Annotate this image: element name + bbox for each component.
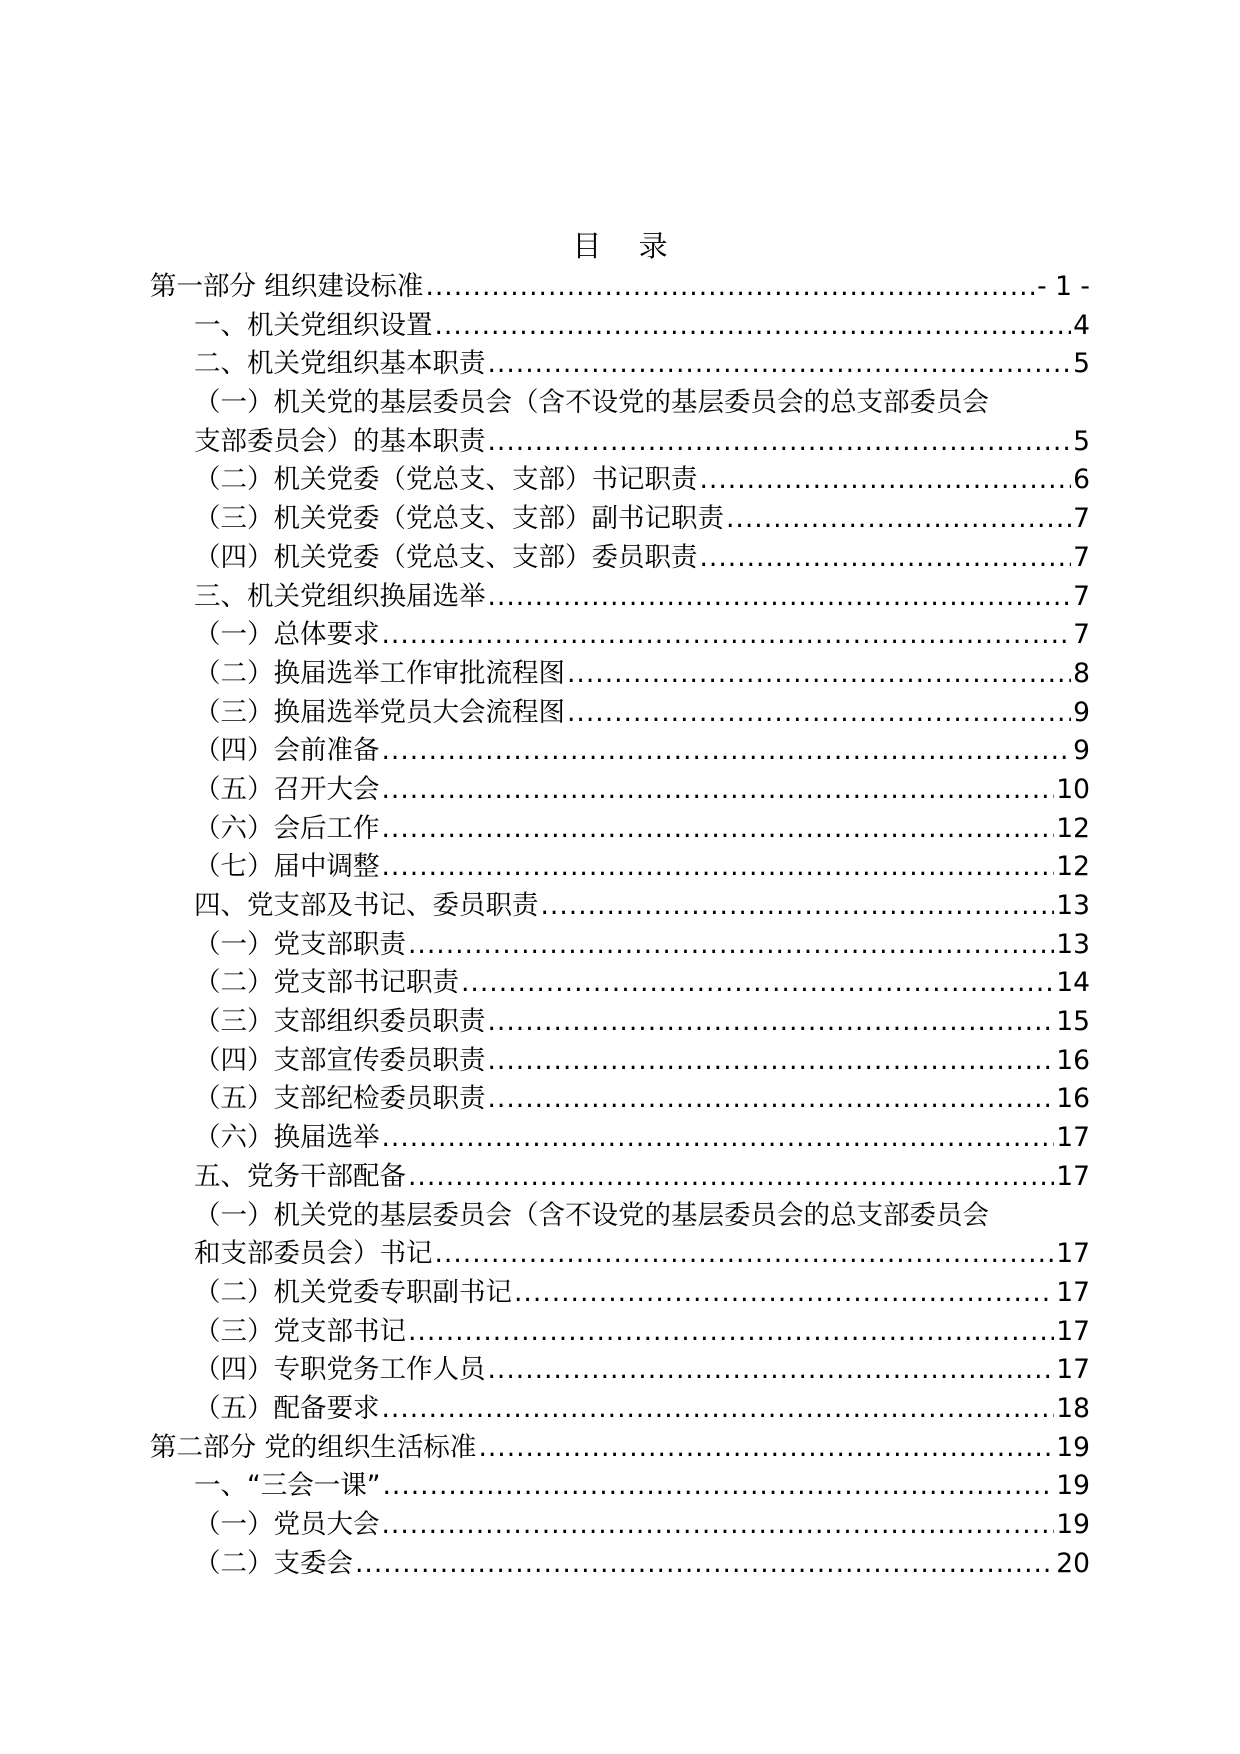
toc-entry-page-number: 8 bbox=[1073, 657, 1090, 689]
toc-entry[interactable] bbox=[150, 964, 1090, 1003]
toc-entry[interactable] bbox=[150, 848, 1090, 887]
toc-entry-label: （二）机关党委（党总支、支部）书记职责 bbox=[194, 464, 698, 496]
toc-leader-dots bbox=[382, 1119, 1055, 1158]
toc-leader-dots bbox=[700, 461, 1072, 500]
toc-entry-page-number: 12 bbox=[1056, 812, 1090, 844]
toc-leader-dots bbox=[382, 771, 1055, 810]
toc-entry-page-number: 18 bbox=[1056, 1392, 1090, 1424]
toc-entry-page-number: 12 bbox=[1056, 851, 1090, 883]
toc-entry-label: （六）会后工作 bbox=[194, 812, 380, 844]
toc-entry-label: 四、党支部及书记、委员职责 bbox=[194, 890, 539, 921]
toc-entry-page-number: 13 bbox=[1056, 890, 1090, 921]
toc-entry-label: （一）总体要求 bbox=[194, 619, 380, 651]
toc-entry[interactable] bbox=[150, 1467, 1090, 1506]
toc-entry-page-number: 7 bbox=[1073, 580, 1090, 612]
toc-entry-page-number: 15 bbox=[1056, 1006, 1090, 1038]
toc-leader-dots bbox=[488, 1003, 1055, 1042]
toc-entry-page-number: 16 bbox=[1056, 1083, 1090, 1115]
toc-leader-dots bbox=[408, 1158, 1054, 1197]
toc-leader-dots bbox=[382, 1506, 1055, 1545]
toc-entry-label: （七）届中调整 bbox=[194, 851, 380, 883]
toc-entry-page-number: 7 bbox=[1073, 503, 1090, 535]
toc-entry-label: （三）机关党委（党总支、支部）副书记职责 bbox=[194, 503, 724, 535]
toc-leader-dots bbox=[488, 345, 1072, 384]
toc-entry-page-number: 7 bbox=[1073, 541, 1090, 573]
toc-entry-label: 支部委员会）的基本职责 bbox=[194, 425, 486, 457]
toc-entry-page-number: 17 bbox=[1056, 1238, 1090, 1270]
toc-leader-dots bbox=[567, 655, 1071, 694]
toc-leader-dots bbox=[514, 1274, 1054, 1313]
toc-entry[interactable] bbox=[150, 887, 1090, 926]
toc-entry[interactable] bbox=[150, 1197, 1090, 1274]
toc-entry-page-number: 17 bbox=[1056, 1122, 1090, 1154]
toc-entry-label: （五）支部纪检委员职责 bbox=[194, 1083, 486, 1115]
toc-entry-label: 一、“三会一课” bbox=[194, 1470, 381, 1502]
toc-entry-label: （三）换届选举党员大会流程图 bbox=[194, 696, 565, 728]
toc-entry-page-number: 17 bbox=[1056, 1276, 1090, 1308]
toc-entry-page-number: 14 bbox=[1056, 967, 1090, 999]
toc-entry[interactable] bbox=[150, 1351, 1090, 1390]
toc-entry[interactable] bbox=[150, 1119, 1090, 1158]
toc-entry-label: （二）支委会 bbox=[194, 1547, 353, 1579]
toc-entry[interactable] bbox=[150, 268, 1090, 307]
toc-entry-label: 五、党务干部配备 bbox=[194, 1160, 406, 1192]
toc-leader-dots bbox=[382, 732, 1072, 771]
toc-entry[interactable] bbox=[150, 1158, 1090, 1197]
toc-entry-label: 和支部委员会）书记 bbox=[194, 1238, 433, 1270]
toc-leader-dots bbox=[355, 1545, 1054, 1584]
toc-entry-page-number: 17 bbox=[1056, 1354, 1090, 1386]
toc-entry[interactable] bbox=[150, 1003, 1090, 1042]
toc-entry-label: （五）召开大会 bbox=[194, 773, 380, 805]
toc-leader-dots bbox=[567, 694, 1071, 733]
toc-entry-page-number: 10 bbox=[1056, 773, 1090, 805]
toc-entry[interactable] bbox=[150, 1429, 1090, 1468]
toc-entry-page-number: 4 bbox=[1073, 309, 1090, 341]
toc-entry[interactable] bbox=[150, 539, 1090, 578]
toc-leader-dots bbox=[408, 926, 1054, 965]
toc-entry-label: 三、机关党组织换届选举 bbox=[194, 580, 486, 612]
toc-entry-label: （五）配备要求 bbox=[194, 1392, 380, 1424]
toc-entry-label: 二、机关党组织基本职责 bbox=[194, 348, 486, 380]
toc-entry[interactable] bbox=[150, 1313, 1090, 1352]
toc-leader-dots bbox=[382, 848, 1055, 887]
toc-leader-dots bbox=[435, 307, 1072, 346]
toc-entry-page-number: 17 bbox=[1056, 1315, 1090, 1347]
toc-entry[interactable] bbox=[150, 307, 1090, 346]
toc-entry[interactable] bbox=[150, 500, 1090, 539]
toc-entry-page-number: 7 bbox=[1073, 619, 1090, 651]
toc-entry-page-number: 16 bbox=[1056, 1044, 1090, 1076]
toc-leader-dots bbox=[382, 810, 1055, 849]
toc-entry-label: 一、机关党组织设置 bbox=[194, 309, 433, 341]
toc-entry[interactable] bbox=[150, 1080, 1090, 1119]
toc-leader-dots bbox=[700, 539, 1072, 578]
toc-leader-dots bbox=[726, 500, 1071, 539]
toc-entry[interactable] bbox=[150, 1545, 1090, 1584]
toc-leader-dots bbox=[382, 1390, 1055, 1429]
toc-entry-label: （一）党员大会 bbox=[194, 1509, 380, 1540]
toc-entry[interactable] bbox=[150, 694, 1090, 733]
toc-leader-dots bbox=[382, 1467, 1054, 1506]
toc-entry-label-line1: （一）机关党的基层委员会（含不设党的基层委员会的总支部委员会 bbox=[194, 1199, 989, 1231]
toc-entry-page-number: 19 bbox=[1056, 1509, 1090, 1540]
toc-leader-dots bbox=[382, 616, 1072, 655]
toc-entry-label: （二）换届选举工作审批流程图 bbox=[194, 657, 565, 689]
toc-leader-dots bbox=[488, 1042, 1055, 1081]
toc-entry[interactable] bbox=[150, 1390, 1090, 1429]
toc-leader-dots bbox=[488, 1351, 1055, 1390]
toc-entry[interactable] bbox=[150, 810, 1090, 849]
toc-entry-label: （四）支部宣传委员职责 bbox=[194, 1044, 486, 1076]
toc-entry[interactable] bbox=[150, 1506, 1090, 1545]
toc-leader-dots bbox=[541, 887, 1055, 926]
toc-entry-label: （二）机关党委专职副书记 bbox=[194, 1276, 512, 1308]
toc-leader-dots bbox=[408, 1313, 1054, 1352]
toc-entry[interactable] bbox=[150, 1274, 1090, 1313]
toc-entry-label: （三）支部组织委员职责 bbox=[194, 1006, 486, 1038]
toc-entry-page-number: 13 bbox=[1056, 928, 1090, 960]
toc-entry[interactable] bbox=[150, 926, 1090, 965]
toc-leader-dots bbox=[488, 1080, 1055, 1119]
toc-entry-label: 第二部分 党的组织生活标准 bbox=[150, 1431, 477, 1463]
toc-entry-page-number: 19 bbox=[1056, 1431, 1090, 1463]
toc-entry[interactable] bbox=[150, 461, 1090, 500]
toc-entry-label: （一）党支部职责 bbox=[194, 928, 406, 960]
toc-entry-label: （四）机关党委（党总支、支部）委员职责 bbox=[194, 541, 698, 573]
toc-entry[interactable] bbox=[150, 771, 1090, 810]
page-title: 目 录 bbox=[572, 229, 682, 263]
toc-leader-dots bbox=[425, 268, 1035, 307]
toc-entry-page-number: 5 bbox=[1073, 348, 1090, 380]
toc-entry[interactable] bbox=[150, 578, 1090, 617]
toc-entry-page-number: 20 bbox=[1056, 1547, 1090, 1579]
toc-leader-dots bbox=[461, 964, 1054, 1003]
toc-entry[interactable] bbox=[150, 616, 1090, 655]
toc-entry[interactable] bbox=[150, 345, 1090, 384]
toc-entry-label: 第一部分 组织建设标准 bbox=[150, 271, 424, 302]
toc-leader-dots bbox=[435, 1235, 1055, 1274]
toc-entry-page-number: 5 bbox=[1073, 425, 1090, 457]
toc-entry[interactable] bbox=[150, 732, 1090, 771]
toc-entry[interactable] bbox=[150, 384, 1090, 461]
toc-entry-page-number: 9 bbox=[1073, 735, 1090, 767]
toc-entry-label: （四）专职党务工作人员 bbox=[194, 1354, 486, 1386]
toc-entry-label-line1: （一）机关党的基层委员会（含不设党的基层委员会的总支部委员会 bbox=[194, 387, 989, 419]
toc-entry[interactable] bbox=[150, 1042, 1090, 1081]
toc-entry-page-number: 17 bbox=[1056, 1160, 1090, 1192]
table-of-contents bbox=[150, 268, 1090, 1583]
toc-entry[interactable] bbox=[150, 655, 1090, 694]
toc-leader-dots bbox=[478, 1429, 1054, 1468]
toc-entry-label: （四）会前准备 bbox=[194, 735, 380, 767]
toc-entry-page-number: - 1 - bbox=[1037, 271, 1090, 302]
toc-entry-label: （六）换届选举 bbox=[194, 1122, 380, 1154]
toc-leader-dots bbox=[488, 423, 1072, 462]
toc-entry-page-number: 9 bbox=[1073, 696, 1090, 728]
toc-entry-label: （三）党支部书记 bbox=[194, 1315, 406, 1347]
toc-entry-label: （二）党支部书记职责 bbox=[194, 967, 459, 999]
toc-entry-page-number: 6 bbox=[1073, 464, 1090, 496]
toc-leader-dots bbox=[488, 578, 1072, 617]
toc-entry-page-number: 19 bbox=[1056, 1470, 1090, 1502]
